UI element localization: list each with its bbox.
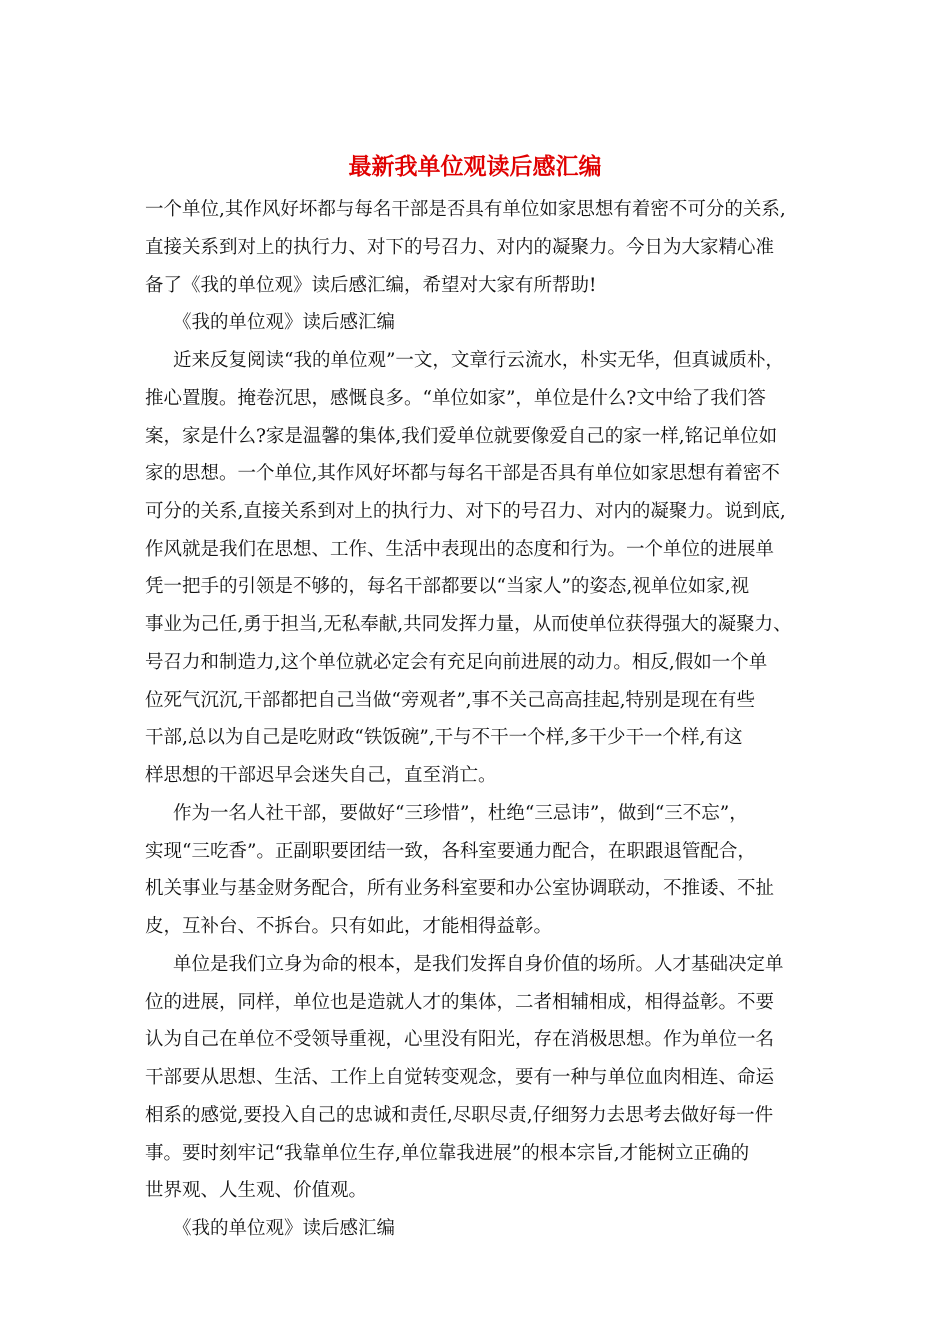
- section-heading: 《我的单位观》读后感汇编: [173, 312, 396, 333]
- section-heading: 《我的单位观》读后感汇编: [173, 1218, 396, 1239]
- text-line: 事。要时刻牢记“我靠单位生存,单位靠我进展”的根本宗旨,才能树立正确的: [145, 1143, 750, 1164]
- text-line: 单位是我们立身为命的根本，是我们发挥自身价值的场所。人才基础决定单: [173, 954, 784, 975]
- text-line: 干部要从思想、生活、工作上自觉转变观念，要有一种与单位血肉相连、命运: [145, 1067, 775, 1088]
- text-line: 实现“三吃香”。正副职要团结一致，各科室要通力配合，在职跟退管配合，: [145, 841, 756, 862]
- text-line: 相系的感觉,要投入自己的忠诚和责任,尽职尽责,仔细努力去思考去做好每一件: [145, 1105, 774, 1126]
- text-line: 作风就是我们在思想、工作、生活中表现出的态度和行为。一个单位的进展单: [145, 539, 775, 560]
- text-line: 近来反复阅读“我的单位观”一文，文章行云流水，朴实无华，但真诚质朴，: [173, 350, 784, 371]
- text-line: 号召力和制造力,这个单位就必定会有充足向前进展的动力。相反,假如一个单: [145, 652, 768, 673]
- text-line: 备了《我的单位观》读后感汇编，希望对大家有所帮助!: [145, 275, 597, 296]
- text-line: 机关事业与基金财务配合，所有业务科室要和办公室协调联动，不推诿、不扯: [145, 878, 775, 899]
- text-line: 世界观、人生观、价值观。: [145, 1180, 368, 1201]
- text-line: 位死气沉沉,干部都把自己当做“旁观者”,事不关己高高挂起,特别是现在有些: [145, 690, 756, 711]
- text-line: 一个单位,其作风好坏都与每名干部是否具有单位如家思想有着密不可分的关系,: [145, 199, 786, 220]
- text-line: 凭一把手的引领是不够的，每名干部都要以“当家人”的姿态,视单位如家,视: [145, 576, 750, 597]
- text-line: 直接关系到对上的执行力、对下的号召力、对内的凝聚力。今日为大家精心准: [145, 237, 775, 258]
- document-title: 最新我单位观读后感汇编: [348, 153, 602, 180]
- text-line: 作为一名人社干部，要做好“三珍惜”，杜绝“三忌讳”，做到“三不忘”，: [173, 803, 748, 824]
- text-line: 样思想的干部迟早会迷失自己，直至消亡。: [145, 765, 497, 786]
- text-line: 认为自己在单位不受领导重视，心里没有阳光，存在消极思想。作为单位一名: [145, 1029, 775, 1050]
- text-line: 可分的关系,直接关系到对上的执行力、对下的号召力、对内的凝聚力。说到底,: [145, 501, 786, 522]
- text-line: 皮，互补台、不拆台。只有如此，才能相得益彰。: [145, 916, 553, 937]
- text-line: 干部,总以为自己是吃财政“铁饭碗”,干与不干一个样,多干少干一个样,有这: [145, 727, 743, 748]
- text-line: 案，家是什么?家是温馨的集体,我们爱单位就要像爱自己的家一样,铭记单位如: [145, 426, 778, 447]
- text-line: 家的思想。一个单位,其作风好坏都与每名干部是否具有单位如家思想有着密不: [145, 463, 780, 484]
- text-line: 推心置腹。掩卷沉思，感慨良多。“单位如家”，单位是什么?文中给了我们答: [145, 388, 766, 409]
- text-line: 事业为己任,勇于担当,无私奉献,共同发挥力量，从而使单位获得强大的凝聚力、: [145, 614, 792, 635]
- text-line: 位的进展，同样，单位也是造就人才的集体，二者相辅相成，相得益彰。不要: [145, 992, 775, 1013]
